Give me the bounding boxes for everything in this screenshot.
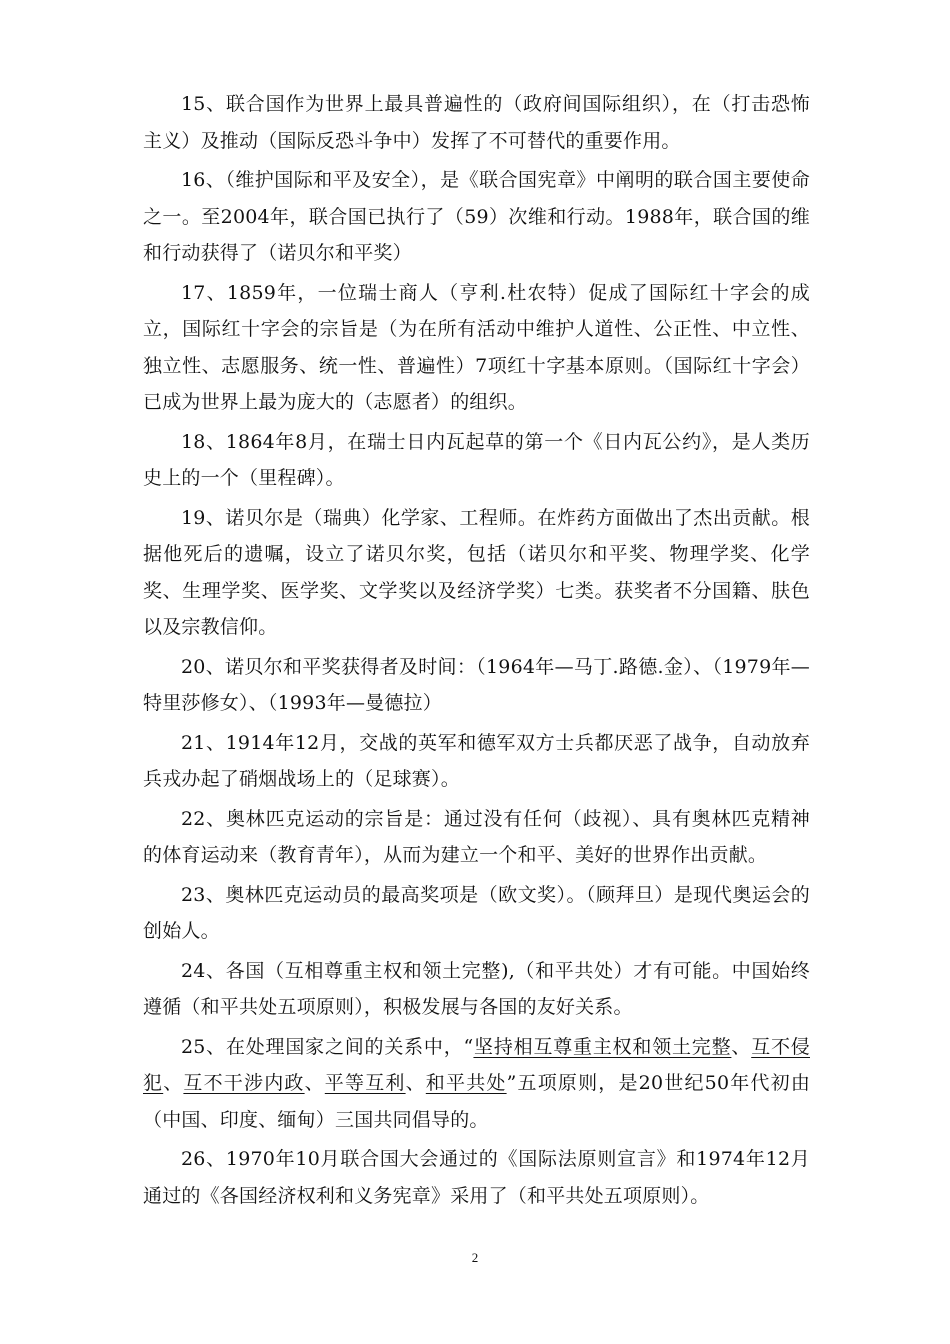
paragraph-25: [143, 1029, 810, 1139]
separator: 、: [163, 1072, 184, 1094]
paragraph-21: 21、1914年12月，交战的英军和德军双方士兵都厌恶了战争，自动放弃兵戎办起了硝烟战场上的（足球赛）。: [143, 731, 810, 790]
paragraph-18: 18、1864年8月，在瑞士日内瓦起草的第一个《日内瓦公约》，是人类历史上的一个（里程碑）。: [143, 430, 810, 489]
paragraph-20: 20、诺贝尔和平奖获得者及时间：（1964年—马丁.路德.金）、（1979年— 特里莎修女）、（1993年—曼德拉）: [143, 655, 810, 714]
separator: 、: [405, 1072, 426, 1094]
underlined-principle-2: 互不侵犯: [143, 1035, 810, 1094]
paragraph-25-intro: 25、在处理国家之间的关系中，“: [181, 1035, 474, 1058]
underlined-principle-4: 平等互利: [324, 1072, 406, 1094]
paragraph-19: 19、诺贝尔是（瑞典）化学家、工程师。在炸药方面做出了杰出贡献。根据他死后的遗嘱，设立了诺贝尔奖，包括（诺贝尔和平奖、物理学奖、化学奖、生理学奖、医学奖、文学奖以及经济学奖）七类。获奖者不分国籍、肤色以及宗教信仰。: [143, 506, 810, 638]
underlined-principle-5: 和平共处: [425, 1072, 507, 1094]
paragraph-26: 26、1970年10月联合国大会通过的《国际法原则宣言》和1974年12月通过的《各国经济权利和义务宪章》采用了（和平共处五项原则）。: [143, 1148, 810, 1207]
paragraph-23: 23、奥林匹克运动员的最高奖项是（欧文奖）。（顾拜旦）是现代奥运会的创始人。: [143, 883, 810, 942]
paragraph-25-outro: ”五项原则，是20世纪50年代初由（中国、印度、缅甸）三国共同倡导的。: [143, 1072, 811, 1131]
paragraph-22: 22、奥林匹克运动的宗旨是：通过没有任何（歧视）、具有奥林匹克精神的体育运动来（教育青年），从而为建立一个和平、美好的世界作出贡献。: [143, 807, 810, 866]
paragraph-16: 16、（维护国际和平及安全），是《联合国宪章》中阐明的联合国主要使命之一。至2004年，联合国已执行了（59）次维和行动。1988年，联合国的维和行动获得了（诺贝尔和平奖）: [143, 169, 810, 264]
page-content: [143, 86, 810, 1217]
underlined-principle-1: 坚持相互尊重主权和领土完整: [473, 1035, 732, 1058]
separator: 、: [731, 1035, 752, 1058]
separator: 、: [304, 1072, 325, 1094]
paragraph-17: 17、1859年，一位瑞士商人（亨利.杜农特）促成了国际红十字会的成立，国际红十字会的宗旨是（为在所有活动中维护人道性、公正性、中立性、独立性、志愿服务、统一性、普遍性）7项红十字基本原则。（国际红十字会）已成为世界上最为庞大的（志愿者）的组织。: [143, 281, 810, 413]
paragraph-24: 24、各国（互相尊重主权和领土完整),（和平共处）才有可能。中国始终遵循（和平共处五项原则），积极发展与各国的友好关系。: [143, 959, 810, 1018]
underlined-principle-3: 互不干涉内政: [183, 1072, 305, 1094]
page-number: 2: [471, 1250, 479, 1265]
paragraph-15: 15、联合国作为世界上最具普遍性的（政府间国际组织），在（打击恐怖主义）及推动（国际反恐斗争中）发挥了不可替代的重要作用。: [143, 93, 810, 152]
